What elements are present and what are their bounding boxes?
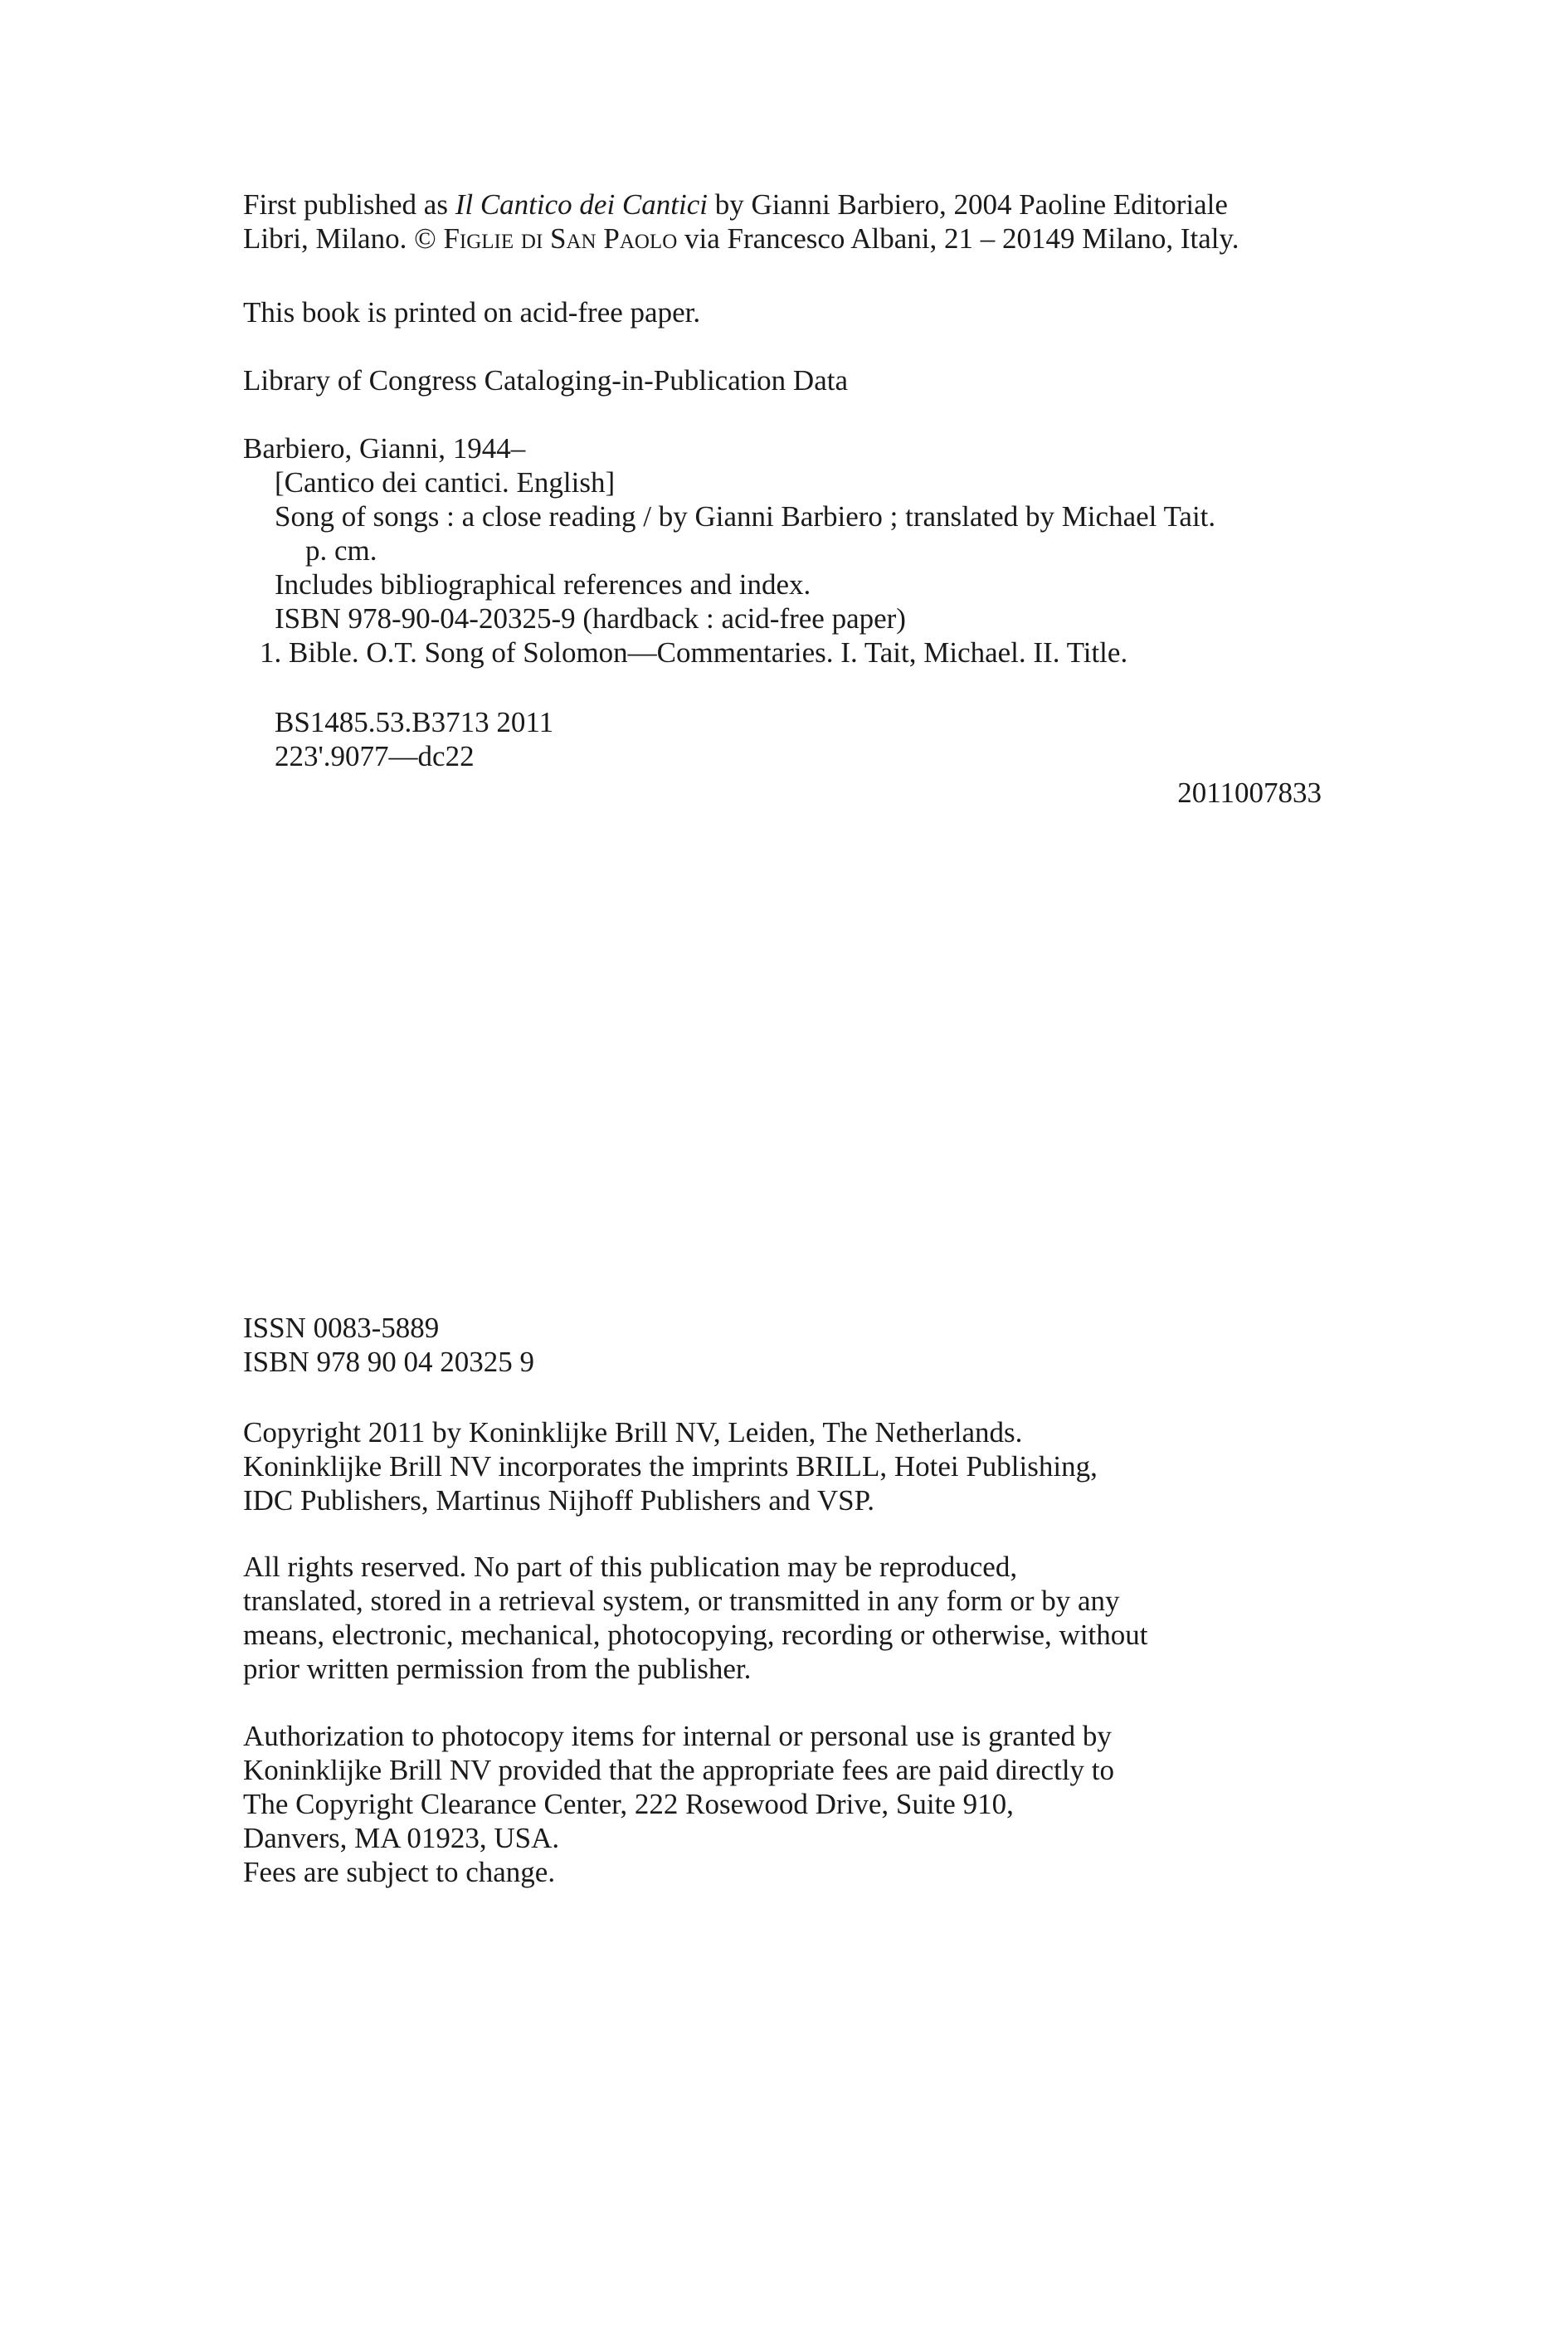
- rights-line: translated, stored in a retrieval system, or transmitted in any form or by any: [243, 1585, 1120, 1617]
- publication-note-line2-post: via Francesco Albani, 21 – 20149 Milano, Italy.: [677, 222, 1239, 255]
- cip-author: Barbiero, Gianni, 1944–: [243, 432, 526, 465]
- cip-heading-text: Library of Congress Cataloging-in-Publication Data: [243, 364, 849, 397]
- rights-line: All rights reserved. No part of this publication may be reproduced,: [243, 1551, 1018, 1583]
- acid-free-text: This book is printed on acid-free paper.: [243, 296, 701, 329]
- cip-dewey: 223'.9077—dc22: [275, 740, 475, 772]
- cip-notes: Includes bibliographical references and index.: [275, 568, 811, 601]
- acid-free-note: [243, 295, 1322, 329]
- authorization-line: Koninklijke Brill NV provided that the appropriate fees are paid directly to: [243, 1754, 1115, 1786]
- authorization-statement: [243, 1719, 1322, 1889]
- authorization-line: The Copyright Clearance Center, 222 Rosewood Drive, Suite 910,: [243, 1788, 1014, 1820]
- isbn-line: ISBN 978 90 04 20325 9: [243, 1346, 534, 1378]
- authorization-line: Danvers, MA 01923, USA.: [243, 1822, 560, 1854]
- cip-record: [243, 431, 1322, 670]
- copyright-statement: [243, 1415, 1322, 1517]
- original-title: Il Cantico dei Cantici: [455, 188, 708, 221]
- original-publisher: Figlie di San Paolo: [443, 222, 678, 255]
- identifiers: [243, 1311, 1322, 1379]
- publication-note: [243, 187, 1322, 256]
- rights-line: prior written permission from the publisher.: [243, 1653, 752, 1685]
- cip-physical-description: p. cm.: [305, 534, 377, 567]
- cip-classification: [243, 705, 1322, 773]
- rights-line: means, electronic, mechanical, photocopying, recording or otherwise, without: [243, 1619, 1148, 1651]
- issn-line: ISSN 0083-5889: [243, 1312, 440, 1344]
- copyright-line: Koninklijke Brill NV incorporates the imprints BRILL, Hotei Publishing,: [243, 1450, 1098, 1483]
- cip-lc-class: BS1485.53.B3713 2011: [275, 706, 554, 738]
- cip-lccn-text: 2011007833: [1177, 777, 1322, 809]
- publication-note-post: by Gianni Barbiero, 2004 Paoline Editoriale: [707, 188, 1228, 221]
- authorization-line: Authorization to photocopy items for internal or personal use is granted by: [243, 1720, 1112, 1752]
- publication-note-line2-pre: Libri, Milano. ©: [243, 222, 444, 255]
- cip-uniform-title: [Cantico dei cantici. English]: [275, 466, 616, 499]
- cip-subjects: 1. Bible. O.T. Song of Solomon—Commentaries. I. Tait, Michael. II. Title.: [260, 636, 1128, 669]
- publication-note-line-2: [243, 222, 1322, 256]
- cip-heading: [243, 363, 1322, 397]
- publication-note-pre: First published as: [243, 188, 455, 221]
- copyright-line: IDC Publishers, Martinus Nijhoff Publishers and VSP.: [243, 1484, 874, 1517]
- cip-title-statement: Song of songs : a close reading / by Gianni Barbiero ; translated by Michael Tait.: [275, 500, 1216, 533]
- authorization-line: Fees are subject to change.: [243, 1856, 556, 1888]
- cip-isbn: ISBN 978-90-04-20325-9 (hardback : acid-free paper): [275, 602, 906, 635]
- rights-statement: [243, 1550, 1322, 1686]
- cip-lccn: [243, 776, 1322, 810]
- copyright-line: Copyright 2011 by Koninklijke Brill NV, Leiden, The Netherlands.: [243, 1416, 1023, 1449]
- publication-note-line-1: [243, 187, 1322, 222]
